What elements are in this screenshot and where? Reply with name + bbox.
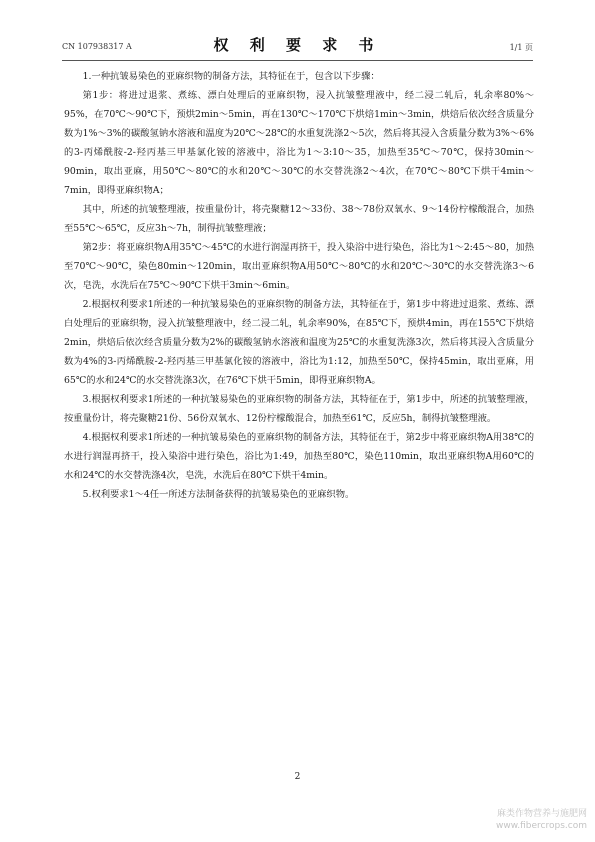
document-title: 权 利 要 求 书 [213,36,382,54]
site-watermark [496,808,587,832]
claim-1-intro: 1.一种抗皱易染色的亚麻织物的制备方法，其特征在于，包含以下步骤： [82,71,380,82]
publication-number: CN 107938317 A [62,42,132,51]
page-number: 2 [294,772,301,782]
claim-4: 4.根据权利要求1所述的一种抗皱易染色的亚麻织物的制备方法，其特征在于，第2步中将亚麻织物A用38℃的水进行润湿再挤干，投入染浴中进行染色，浴比为1:49，加热至80℃，染色110min，取出亚麻织物A用60℃的水和24℃的水交替洗涤4次，皂洗，水洗后在80℃下烘干4min。 [64,432,534,481]
page-count: 1/1 页 [509,43,533,52]
claim-1-step-1: 第1步：将进过退浆、煮练、漂白处理后的亚麻织物，浸入抗皱整理液中，经二浸二轧后，轧余率80%～95%，在70℃～90℃下，预烘2min～5min，再在130℃～170℃下烘焙1min～3min，烘焙后依次经含质量分数为1%～3%的碳酸氢钠水溶液和温度为20℃～28℃的水重复洗涤2～5次，然后将其浸入含质量分数为3%～6%的3-丙烯酰胺-2-羟丙基三甲基氯化铵的溶液中，浴比为1～3:10～35，加热至35℃～70℃，保持30min～90min，取出亚麻，用50℃～80℃的水和20℃～30℃的水交替洗涤2～4次，在70℃～80℃下烘干4min～7min，即得亚麻织物A； [64,90,534,196]
header-divider [62,60,533,61]
claims-body [64,67,534,504]
page-header [62,32,533,58]
claim-1-step-2: 第2步：将亚麻织物A用35℃～45℃的水进行润湿再挤干，投入染浴中进行染色，浴比为1～2:45～80，加热至70℃～90℃，染色80min～120min，取出亚麻织物A用50℃～80℃的水和20℃～30℃的水交替洗涤3～6次，皂洗，水洗后在75℃～90℃下烘干3min～6min。 [64,242,534,291]
claim-5: 5.权利要求1～4任一所述方法制备获得的抗皱易染色的亚麻织物。 [82,489,355,500]
claim-2: 2.根据权利要求1所述的一种抗皱易染色的亚麻织物的制备方法，其特征在于，第1步中将进过退浆、煮练、漂白处理后的亚麻织物，浸入抗皱整理液中，经二浸二轧，轧余率90%，在85℃下，预烘4min，再在155℃下烘焙2min，烘焙后依次经含质量分数为2%的碳酸氢钠水溶液和温度为25℃的水重复洗涤3次，然后将其浸入含质量分数为4%的3-丙烯酰胺-2-羟丙基三甲基氯化铵的溶液中，浴比为1:12，加热至50℃，保持45min，取出亚麻，用65℃的水和24℃的水交替洗涤3次，在76℃下烘干5min，即得亚麻织物A。 [64,299,534,386]
claim-1-finishing-liquid: 其中，所述的抗皱整理液，按重量份计，将壳聚糖12～33份、38～78份双氧水、9～14份柠檬酸混合，加热至55℃～65℃，反应3h～7h，制得抗皱整理液； [64,204,534,234]
claim-3: 3.根据权利要求1所述的一种抗皱易染色的亚麻织物的制备方法，其特征在于，第1步中，所述的抗皱整理液，按重量份计，将壳聚糖21份、56份双氧水、12份柠檬酸混合，加热至61℃，反应5h，制得抗皱整理液。 [64,394,534,424]
watermark-url: www.fibercrops.com [496,821,587,831]
watermark-site-name: 麻类作物营养与施肥网 [496,809,587,819]
